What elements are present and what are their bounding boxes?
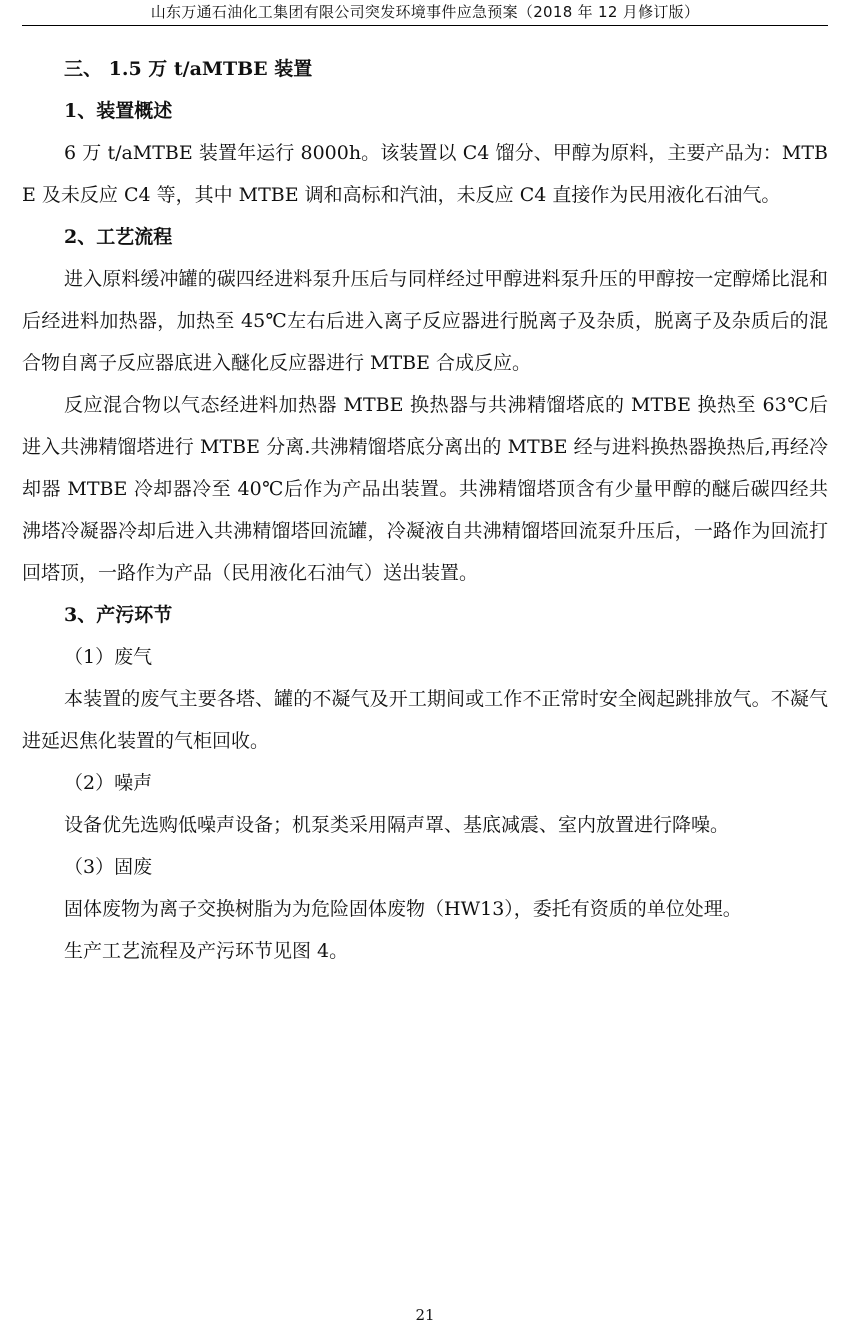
overview-heading: 1、装置概述 — [64, 100, 173, 122]
page-header: 山东万通石油化工集团有限公司突发环境事件应急预案（2018 年 12 月修订版） — [150, 3, 700, 21]
solid-waste-label: （3）固废 — [64, 856, 153, 878]
solid-waste-paragraph: 固体废物为离子交换树脂为为危险固体废物（HW13），委托有资质的单位处理。 — [64, 898, 742, 920]
header-rule — [22, 25, 828, 26]
noise-paragraph: 设备优先选购低噪声设备；机泵类采用隔声罩、基底减震、室内放置进行降噪。 — [64, 814, 730, 836]
document-body — [22, 48, 828, 972]
overview-paragraph: 6 万 t/aMTBE 装置年运行 8000h。该装置以 C4 馏分、甲醇为原料，主要产品为：MTBE 及未反应 C4 等，其中 MTBE 调和高标和汽油，未反应 C4 直接作为民用液化石油气。 — [22, 142, 828, 206]
waste-gas-paragraph: 本装置的废气主要各塔、罐的不凝气及开工期间或工作不正常时安全阀起跳排放气。不凝气进延迟焦化装置的气柜回收。 — [22, 688, 828, 752]
figure-reference: 生产工艺流程及产污环节见图 4。 — [64, 940, 349, 962]
process-paragraph-1: 进入原料缓冲罐的碳四经进料泵升压后与同样经过甲醇进料泵升压的甲醇按一定醇烯比混和后经进料加热器，加热至 45℃左右后进入离子反应器进行脱离子及杂质，脱离子及杂质后的混合物自离子反应器底进入醚化反应器进行 MTBE 合成反应。 — [22, 268, 828, 374]
process-heading: 2、工艺流程 — [64, 226, 173, 248]
noise-label: （2）噪声 — [64, 772, 153, 794]
pollution-heading: 3、产污环节 — [64, 604, 173, 626]
page-number: 21 — [415, 1306, 435, 1324]
section-heading: 三、 1.5 万 t/aMTBE 装置 — [64, 58, 313, 80]
waste-gas-label: （1）废气 — [64, 646, 153, 668]
process-paragraph-2: 反应混合物以气态经进料加热器 MTBE 换热器与共沸精馏塔底的 MTBE 换热至 63℃后进入共沸精馏塔进行 MTBE 分离.共沸精馏塔底分离出的 MTBE 经与进料换热器换热后,再经冷却器 MTBE 冷却器冷至 40℃后作为产品出装置。共沸精馏塔顶含有少量甲醇的醚后碳四经共沸塔冷凝器冷却后进入共沸精馏塔回流罐，冷凝液自共沸精馏塔回流泵升压后，一路作为回流打回塔顶，一路作为产品（民用液化石油气）送出装置。 — [22, 394, 828, 584]
